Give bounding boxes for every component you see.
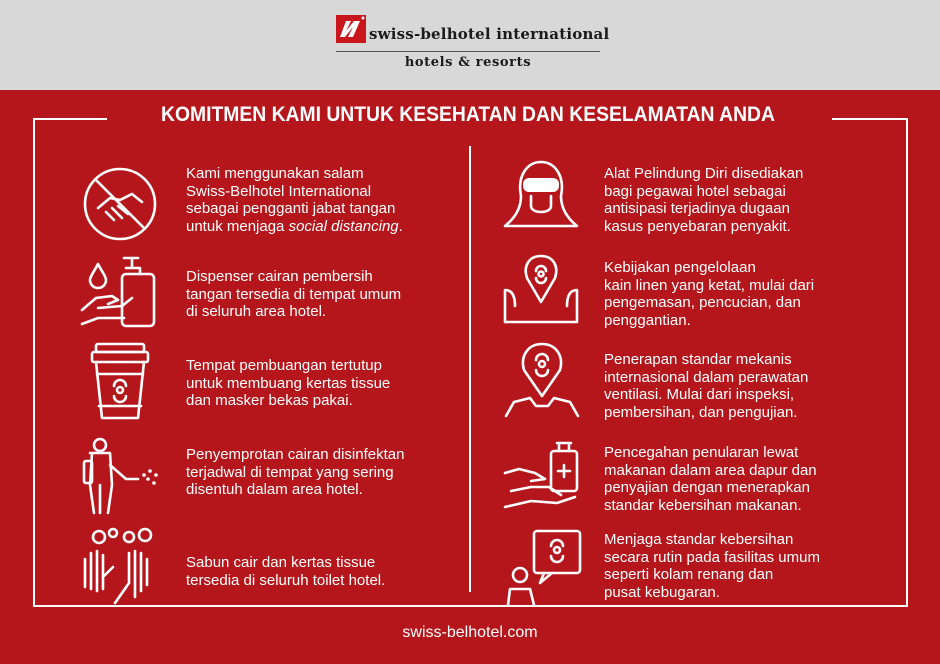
ventilation-biohazard-icon — [502, 340, 582, 420]
item-line: tangan tersedia di tempat umum — [186, 285, 402, 303]
column-divider — [469, 146, 471, 592]
item-line: dan masker bekas pakai. — [186, 392, 353, 409]
list-item-bin — [186, 357, 390, 410]
item-line: Kebijakan pengelolaan — [604, 259, 756, 276]
list-item-facilities — [604, 531, 820, 601]
list-item-soap — [186, 554, 385, 589]
frame-top-left — [33, 118, 107, 120]
item-line: Tempat pembuangan tertutup — [186, 357, 382, 374]
page-title: KOMITMEN KAMI UNTUK KESEHATAN DAN KESELAMATAN ANDA — [161, 103, 775, 126]
linen-biohazard-icon — [500, 250, 582, 330]
food-safety-icon — [501, 437, 581, 517]
list-item-food — [604, 444, 817, 514]
swiss-belhotel-logo-icon — [336, 15, 366, 43]
list-item-greeting — [186, 165, 403, 235]
item-line: Pencegahan penularan lewat — [604, 444, 799, 461]
frame-top-right — [832, 118, 908, 120]
protective-equipment-icon — [500, 156, 582, 236]
hand-washing-icon — [78, 527, 160, 607]
item-line: makanan dalam area dapur dan — [604, 461, 817, 479]
item-line — [186, 218, 403, 236]
item-line: untuk membuang kertas tissue — [186, 374, 391, 392]
item-line: Penerapan standar mekanis — [604, 351, 792, 368]
item-line: kain linen yang ketat, mulai dari — [604, 276, 815, 294]
item-line-end: . — [398, 217, 403, 235]
item-line-start: untuk menjaga — [186, 217, 289, 235]
list-item-ventilation — [604, 351, 808, 421]
public-facility-icon — [504, 527, 584, 607]
item-line: Kami menggunakan salam — [186, 165, 364, 182]
item-line: pengemasan, pencucian, dan — [604, 294, 801, 311]
list-item-disinfectant — [186, 446, 404, 499]
item-line: pembersihan, dan pengujian. — [604, 403, 798, 421]
item-line: Dispenser cairan pembersih — [186, 268, 373, 285]
brand-logo-block — [336, 15, 610, 77]
item-line: sebagai pengganti jabat tangan — [186, 200, 396, 217]
item-line: Penyemprotan cairan disinfektan — [186, 446, 405, 463]
frame-right — [906, 118, 908, 607]
item-line: secara rutin pada fasilitas umum — [604, 548, 820, 566]
item-line: kasus penyebaran penyakit. — [604, 217, 791, 235]
item-line: tersedia di seluruh toilet hotel. — [186, 571, 386, 589]
item-line: antisipasi terjadinya dugaan — [604, 200, 790, 217]
item-line: seperti kolam renang dan — [604, 566, 774, 583]
brand-divider — [336, 51, 600, 52]
frame-left — [33, 118, 35, 607]
list-item-ppe — [604, 165, 803, 235]
item-line: Swiss-Belhotel International — [186, 182, 372, 200]
item-line: disentuh dalam area hotel. — [186, 481, 363, 498]
header-bar — [0, 0, 940, 90]
item-line: internasional dalam perawatan — [604, 368, 809, 386]
item-line: penyajian dengan menerapkan — [604, 479, 810, 496]
item-line: penggantian. — [604, 311, 691, 329]
item-line: standar kebersihan makanan. — [604, 496, 802, 514]
brand-tagline: hotels & resorts — [404, 55, 532, 70]
brand-name: swiss-belhotel international — [369, 25, 610, 43]
no-handshake-icon — [79, 164, 161, 244]
item-line: terjadwal di tempat yang sering — [186, 463, 394, 481]
item-line: ventilasi. Mulai dari inspeksi, — [604, 386, 795, 403]
list-item-linen — [604, 259, 814, 329]
item-line: bagi pegawai hotel sebagai — [604, 182, 786, 200]
item-line: Alat Pelindung Diri disediakan — [604, 165, 804, 182]
item-line: pusat kebugaran. — [604, 583, 720, 601]
item-line: di seluruh area hotel. — [186, 303, 327, 320]
hand-sanitizer-icon — [78, 250, 158, 330]
item-line: Menjaga standar kebersihan — [604, 531, 794, 548]
list-item-sanitizer — [186, 268, 401, 321]
disinfectant-sprayer-icon — [79, 435, 161, 515]
item-line-italic: social distancing — [288, 217, 399, 235]
item-line: Sabun cair dan kertas tissue — [186, 554, 376, 571]
biohazard-bin-icon — [80, 340, 160, 420]
website-link[interactable]: swiss-belhotel.com — [402, 624, 538, 641]
frame-bottom — [33, 605, 908, 607]
